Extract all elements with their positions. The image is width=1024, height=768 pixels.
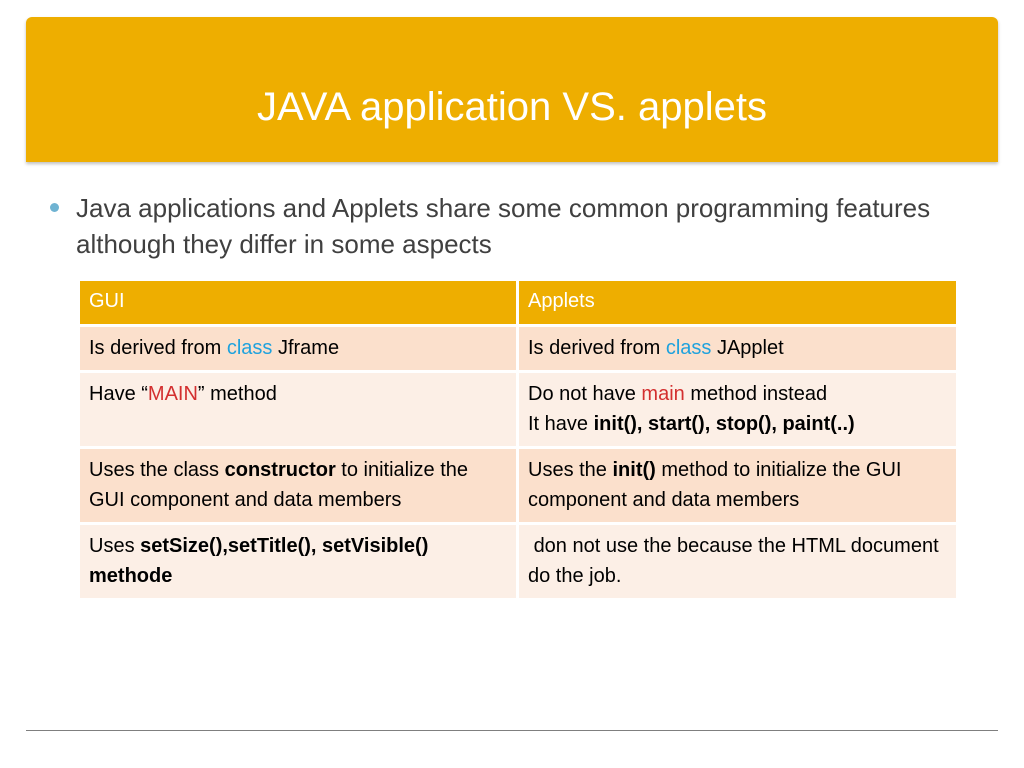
table-cell-gui — [79, 326, 518, 372]
header-gui: GUI — [79, 280, 518, 326]
cell-text: Uses the — [528, 459, 613, 481]
title-band — [26, 17, 998, 162]
table-row — [79, 524, 958, 600]
keyword-main: main — [641, 383, 685, 405]
bullet-dot-icon — [50, 203, 59, 212]
cell-text: ” method — [197, 383, 277, 405]
keyword-class: class — [665, 337, 712, 359]
comparison-table — [77, 278, 959, 601]
cell-text: Do not have — [528, 383, 642, 405]
table-cell-applets — [518, 372, 958, 448]
keyword-methods: setSize(),setTitle(), setVisible() methode — [89, 535, 429, 587]
cell-text: JApplet — [711, 337, 784, 359]
cell-text: method to initialize the GUI component and data members — [528, 459, 902, 511]
table-header-row — [79, 280, 958, 326]
bullet-text: Java applications and Applets share some common programming features although they differ in some aspects — [76, 193, 931, 259]
footer-divider — [26, 730, 998, 731]
table-cell-gui — [79, 372, 518, 448]
cell-text: don not use the because the HTML document do the job. — [528, 535, 945, 587]
keyword-methods: init(), start(), stop(), paint(..) — [593, 413, 855, 435]
table-cell-applets — [518, 448, 958, 524]
cell-text: Is derived from — [528, 337, 666, 359]
keyword-main: MAIN — [147, 383, 198, 405]
slide-title: JAVA application VS. applets — [257, 85, 767, 129]
table-cell-applets — [518, 326, 958, 372]
table-row — [79, 326, 958, 372]
cell-text: method instead — [684, 383, 828, 405]
bullet-item — [50, 190, 950, 262]
keyword-init: init() — [612, 459, 656, 481]
cell-text: Jframe — [272, 337, 340, 359]
keyword-constructor: constructor — [224, 459, 336, 481]
cell-text: to initialize the GUI component and data members — [89, 459, 469, 511]
cell-text: It have — [528, 413, 594, 435]
table-row — [79, 372, 958, 448]
table-cell-applets — [518, 524, 958, 600]
cell-text: Is derived from — [89, 337, 227, 359]
table-cell-gui — [79, 524, 518, 600]
table-cell-gui — [79, 448, 518, 524]
cell-text: Uses — [89, 535, 141, 557]
cell-text: Uses the class — [89, 459, 225, 481]
keyword-class: class — [226, 337, 273, 359]
cell-text: Have “ — [89, 383, 148, 405]
table-row — [79, 448, 958, 524]
header-applets: Applets — [518, 280, 958, 326]
